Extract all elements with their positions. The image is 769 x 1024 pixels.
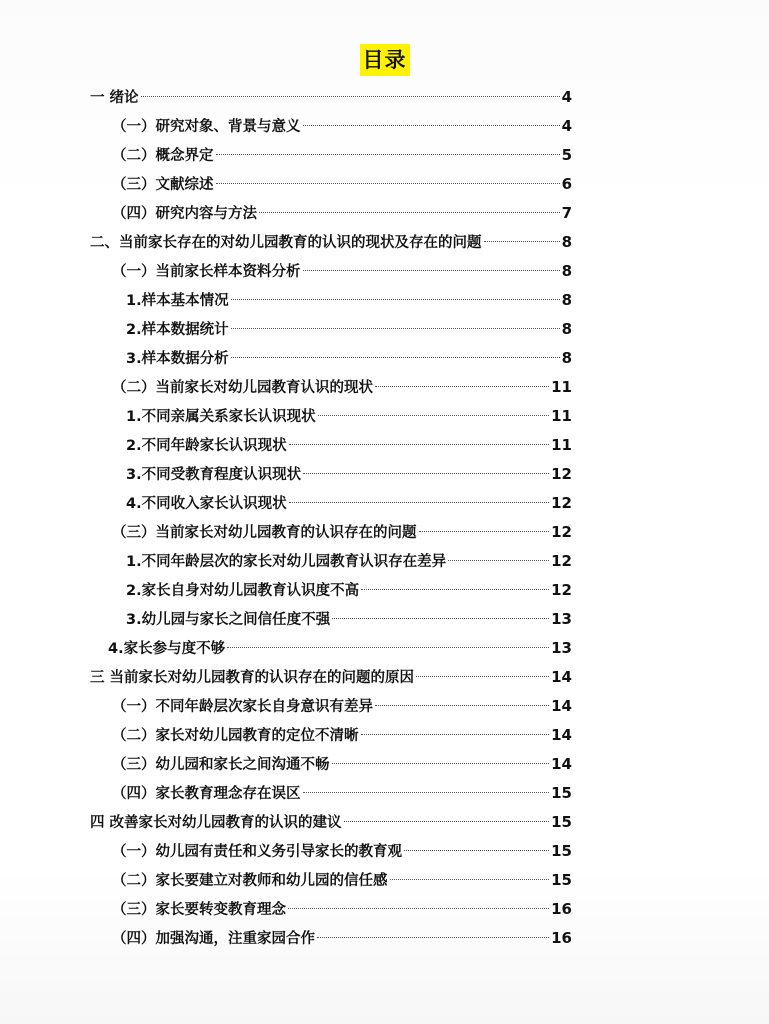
dot-leader [375, 386, 549, 387]
toc-entry-label: （一）当前家长样本资料分析 [112, 264, 301, 280]
toc-entry-label: 二、当前家长存在的对幼儿园教育的认识的现状及存在的问题 [90, 235, 482, 251]
toc-entry-label: 2.样本数据统计 [126, 322, 229, 338]
toc-entry[interactable] [112, 866, 572, 895]
dot-leader [317, 937, 549, 938]
toc-entry-label: 四 改善家长对幼儿园教育的认识的建议 [90, 815, 342, 831]
dot-leader [332, 763, 550, 764]
toc-entry[interactable] [126, 460, 572, 489]
toc-entry[interactable] [126, 576, 572, 605]
toc-entry-page: 13 [551, 610, 572, 628]
dot-leader [303, 473, 549, 474]
toc-entry-page: 12 [551, 465, 572, 483]
toc-entry-label: （二）家长对幼儿园教育的定位不清晰 [112, 728, 359, 744]
dot-leader [303, 792, 550, 793]
toc-entry-page: 12 [551, 552, 572, 570]
toc-entry-label: 2.家长自身对幼儿园教育认识度不高 [126, 583, 360, 599]
dot-leader [227, 647, 549, 648]
toc-entry-label: 4.不同收入家长认识现状 [126, 496, 287, 512]
toc-entry-label: 1.不同年龄层次的家长对幼儿园教育认识存在差异 [126, 554, 447, 570]
toc-entry[interactable] [112, 257, 572, 286]
dot-leader [332, 618, 549, 619]
toc-entry-label: 一 绪论 [90, 90, 139, 106]
toc-entry[interactable] [112, 750, 572, 779]
dot-leader [448, 560, 549, 561]
toc-entry-page: 11 [551, 378, 572, 396]
dot-leader [303, 125, 560, 126]
toc-entry-label: （三）家长要转变教育理念 [112, 902, 286, 918]
toc-entry[interactable] [126, 286, 572, 315]
toc-entry-page: 8 [561, 349, 572, 367]
toc-entry-page: 15 [551, 784, 572, 802]
toc-entry-label: 3.样本数据分析 [126, 351, 229, 367]
toc-title: 目录 [360, 44, 410, 76]
toc-entry-label: （一）幼儿园有责任和义务引导家长的教育观 [112, 844, 402, 860]
dot-leader [141, 96, 560, 97]
toc-entry-page: 7 [561, 204, 572, 222]
toc-entry[interactable] [112, 141, 572, 170]
toc-entry[interactable] [112, 373, 572, 402]
toc-entry[interactable] [126, 605, 572, 634]
toc-entry-page: 14 [551, 697, 572, 715]
toc-entry-page: 16 [551, 900, 572, 918]
dot-leader [361, 589, 549, 590]
toc-entry-label: （三）当前家长对幼儿园教育的认识存在的问题 [112, 525, 417, 541]
toc-entry[interactable] [126, 402, 572, 431]
toc-entry[interactable] [112, 895, 572, 924]
title-container [0, 44, 769, 76]
toc-entry-label: 3.幼儿园与家长之间信任度不强 [126, 612, 331, 628]
dot-leader [344, 821, 550, 822]
toc-entry[interactable] [112, 779, 572, 808]
toc-entry-label: （二）当前家长对幼儿园教育认识的现状 [112, 380, 373, 396]
dot-leader [289, 502, 550, 503]
dot-leader [231, 357, 560, 358]
dot-leader [231, 299, 560, 300]
toc-entry[interactable] [90, 228, 572, 257]
toc-entry-page: 14 [551, 668, 572, 686]
toc-entry-label: （四）家长教育理念存在误区 [112, 786, 301, 802]
toc-entry-page: 8 [561, 233, 572, 251]
dot-leader [375, 705, 549, 706]
toc-entry[interactable] [112, 692, 572, 721]
toc-entry-page: 14 [551, 755, 572, 773]
toc-entry[interactable] [108, 634, 572, 663]
toc-entry[interactable] [112, 837, 572, 866]
toc-entry-page: 13 [551, 639, 572, 657]
toc-entry-page: 15 [551, 813, 572, 831]
toc-entry-label: 1.样本基本情况 [126, 293, 229, 309]
toc-entry[interactable] [112, 112, 572, 141]
dot-leader [404, 850, 549, 851]
toc-entry-page: 16 [551, 929, 572, 947]
toc-entry-label: （四）研究内容与方法 [112, 206, 257, 222]
toc-entry-page: 5 [561, 146, 572, 164]
dot-leader [231, 328, 560, 329]
toc-entry-page: 12 [551, 581, 572, 599]
toc-entry[interactable] [126, 431, 572, 460]
toc-entry[interactable] [126, 344, 572, 373]
toc-entry-label: 1.不同亲属关系家长认识现状 [126, 409, 316, 425]
dot-leader [416, 676, 549, 677]
dot-leader [318, 415, 550, 416]
dot-leader [289, 444, 550, 445]
toc-entry-label: （一）研究对象、背景与意义 [112, 119, 301, 135]
toc-entry-page: 12 [551, 494, 572, 512]
toc-entry-label: 4.家长参与度不够 [108, 641, 226, 657]
toc-entry-label: （二）概念界定 [112, 148, 214, 164]
dot-leader [484, 241, 560, 242]
toc-entry[interactable] [90, 663, 572, 692]
dot-leader [216, 183, 560, 184]
toc-entry-page: 11 [551, 436, 572, 454]
toc-entry-page: 12 [551, 523, 572, 541]
dot-leader [390, 879, 550, 880]
dot-leader [419, 531, 550, 532]
toc-entry[interactable] [126, 547, 572, 576]
toc-entry[interactable] [112, 170, 572, 199]
toc-entry-page: 8 [561, 291, 572, 309]
toc-entry-label: （三）文献综述 [112, 177, 214, 193]
dot-leader [361, 734, 550, 735]
toc-entry-label: （二）家长要建立对教师和幼儿园的信任感 [112, 873, 388, 889]
toc-entry[interactable] [112, 721, 572, 750]
toc-entry-page: 4 [561, 117, 572, 135]
dot-leader [288, 908, 549, 909]
toc-entry-page: 8 [561, 262, 572, 280]
toc-entry-label: （一）不同年龄层次家长自身意识有差异 [112, 699, 373, 715]
toc-entry[interactable] [90, 83, 572, 112]
toc-entry-page: 6 [561, 175, 572, 193]
dot-leader [259, 212, 560, 213]
toc-entry[interactable] [112, 199, 572, 228]
toc-entry-label: （四）加强沟通，注重家园合作 [112, 931, 315, 947]
toc-entry-label: （三）幼儿园和家长之间沟通不畅 [112, 757, 330, 773]
toc-entry[interactable] [112, 518, 572, 547]
dot-leader [216, 154, 560, 155]
toc-entry-page: 8 [561, 320, 572, 338]
toc-entry-page: 4 [561, 88, 572, 106]
dot-leader [303, 270, 560, 271]
toc-entry-page: 15 [551, 871, 572, 889]
toc-entry[interactable] [90, 808, 572, 837]
toc-entry-label: 3.不同受教育程度认识现状 [126, 467, 302, 483]
toc-entry-page: 14 [551, 726, 572, 744]
toc-entry-label: 2.不同年龄家长认识现状 [126, 438, 287, 454]
toc-entry[interactable] [126, 315, 572, 344]
toc-entry-label: 三 当前家长对幼儿园教育的认识存在的问题的原因 [90, 670, 415, 686]
toc-entry-page: 15 [551, 842, 572, 860]
toc-entry[interactable] [112, 924, 572, 953]
toc-entry[interactable] [126, 489, 572, 518]
toc-entry-page: 11 [551, 407, 572, 425]
